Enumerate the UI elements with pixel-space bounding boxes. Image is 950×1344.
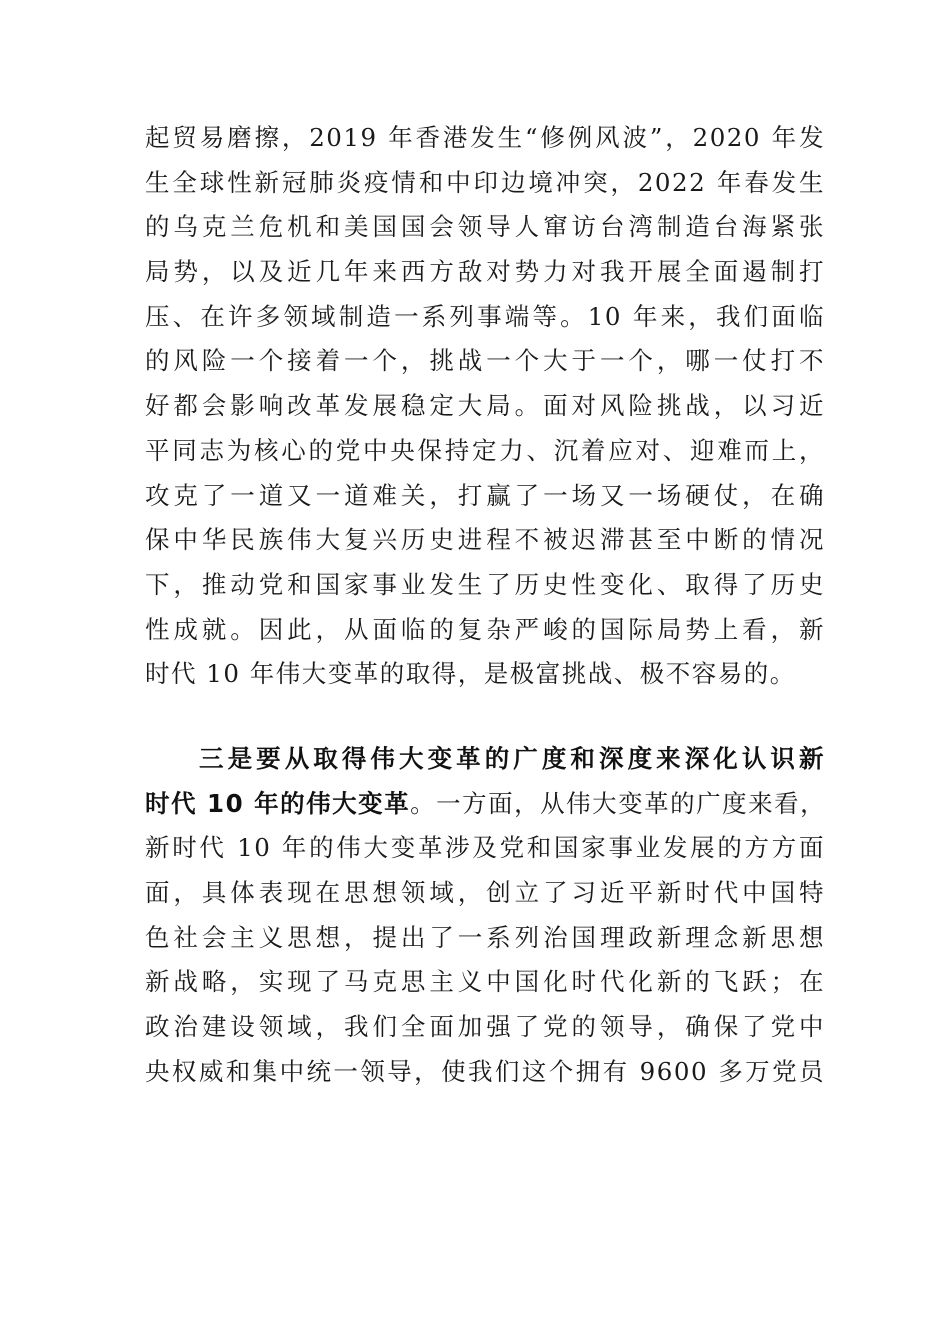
text-line: 压、在许多领域制造一系列事端等。10 年来，我们面临 [145,301,825,331]
text-line: 性成就。因此，从面临的复杂严峻的国际局势上看，新 [145,614,825,644]
text-line: 新时代 10 年的伟大变革涉及党和国家事业发展的方方面 [145,833,825,863]
text-segment: 。一方面，从伟大变革的广度来看， [410,788,827,818]
text-line: 的风险一个接着一个，挑战一个大于一个，哪一仗打不 [145,346,825,376]
text-line: 面，具体表现在思想领域，创立了习近平新时代中国特 [145,878,825,908]
text-line: 起贸易磨擦，2019 年香港发生“修例风波”，2020 年发 [145,123,825,152]
text-line: 保中华民族伟大复兴历史进程不被迟滞甚至中断的情况 [145,525,825,555]
heading-continuation-line [145,782,825,827]
text-line: 的乌克兰危机和美国国会领导人窜访台湾制造台海紧张 [145,212,825,242]
section-heading-end: 时代 10 年的伟大变革 [145,788,411,818]
paragraph-1 [145,116,825,697]
section-heading: 三是要从取得伟大变革的广度和深度来深化认识新 [199,744,825,773]
text-line: 色社会主义思想，提出了一系列治国理政新理念新思想 [145,922,825,952]
text-line: 央权威和集中统一领导，使我们这个拥有 9600 多万党员 [145,1056,825,1086]
text-line: 新战略，实现了马克思主义中国化时代化新的飞跃；在 [145,967,825,997]
text-line: 平同志为核心的党中央保持定力、沉着应对、迎难而上， [145,435,825,465]
text-line: 下，推动党和国家事业发生了历史性变化、取得了历史 [145,569,825,599]
text-line: 好都会影响改革发展稳定大局。面对风险挑战，以习近 [145,391,825,421]
text-line: 攻克了一道又一道难关，打赢了一场又一场硬仗，在确 [145,480,825,510]
text-line: 生全球性新冠肺炎疫情和中印边境冲突，2022 年春发生 [145,167,825,197]
text-line: 时代 10 年伟大变革的取得，是极富挑战、极不容易的。 [145,659,796,689]
text-line: 政治建设领域，我们全面加强了党的领导，确保了党中 [145,1012,825,1042]
paragraph-2 [145,737,825,1095]
text-line: 局势，以及近几年来西方敌对势力对我开展全面遏制打 [145,257,825,287]
